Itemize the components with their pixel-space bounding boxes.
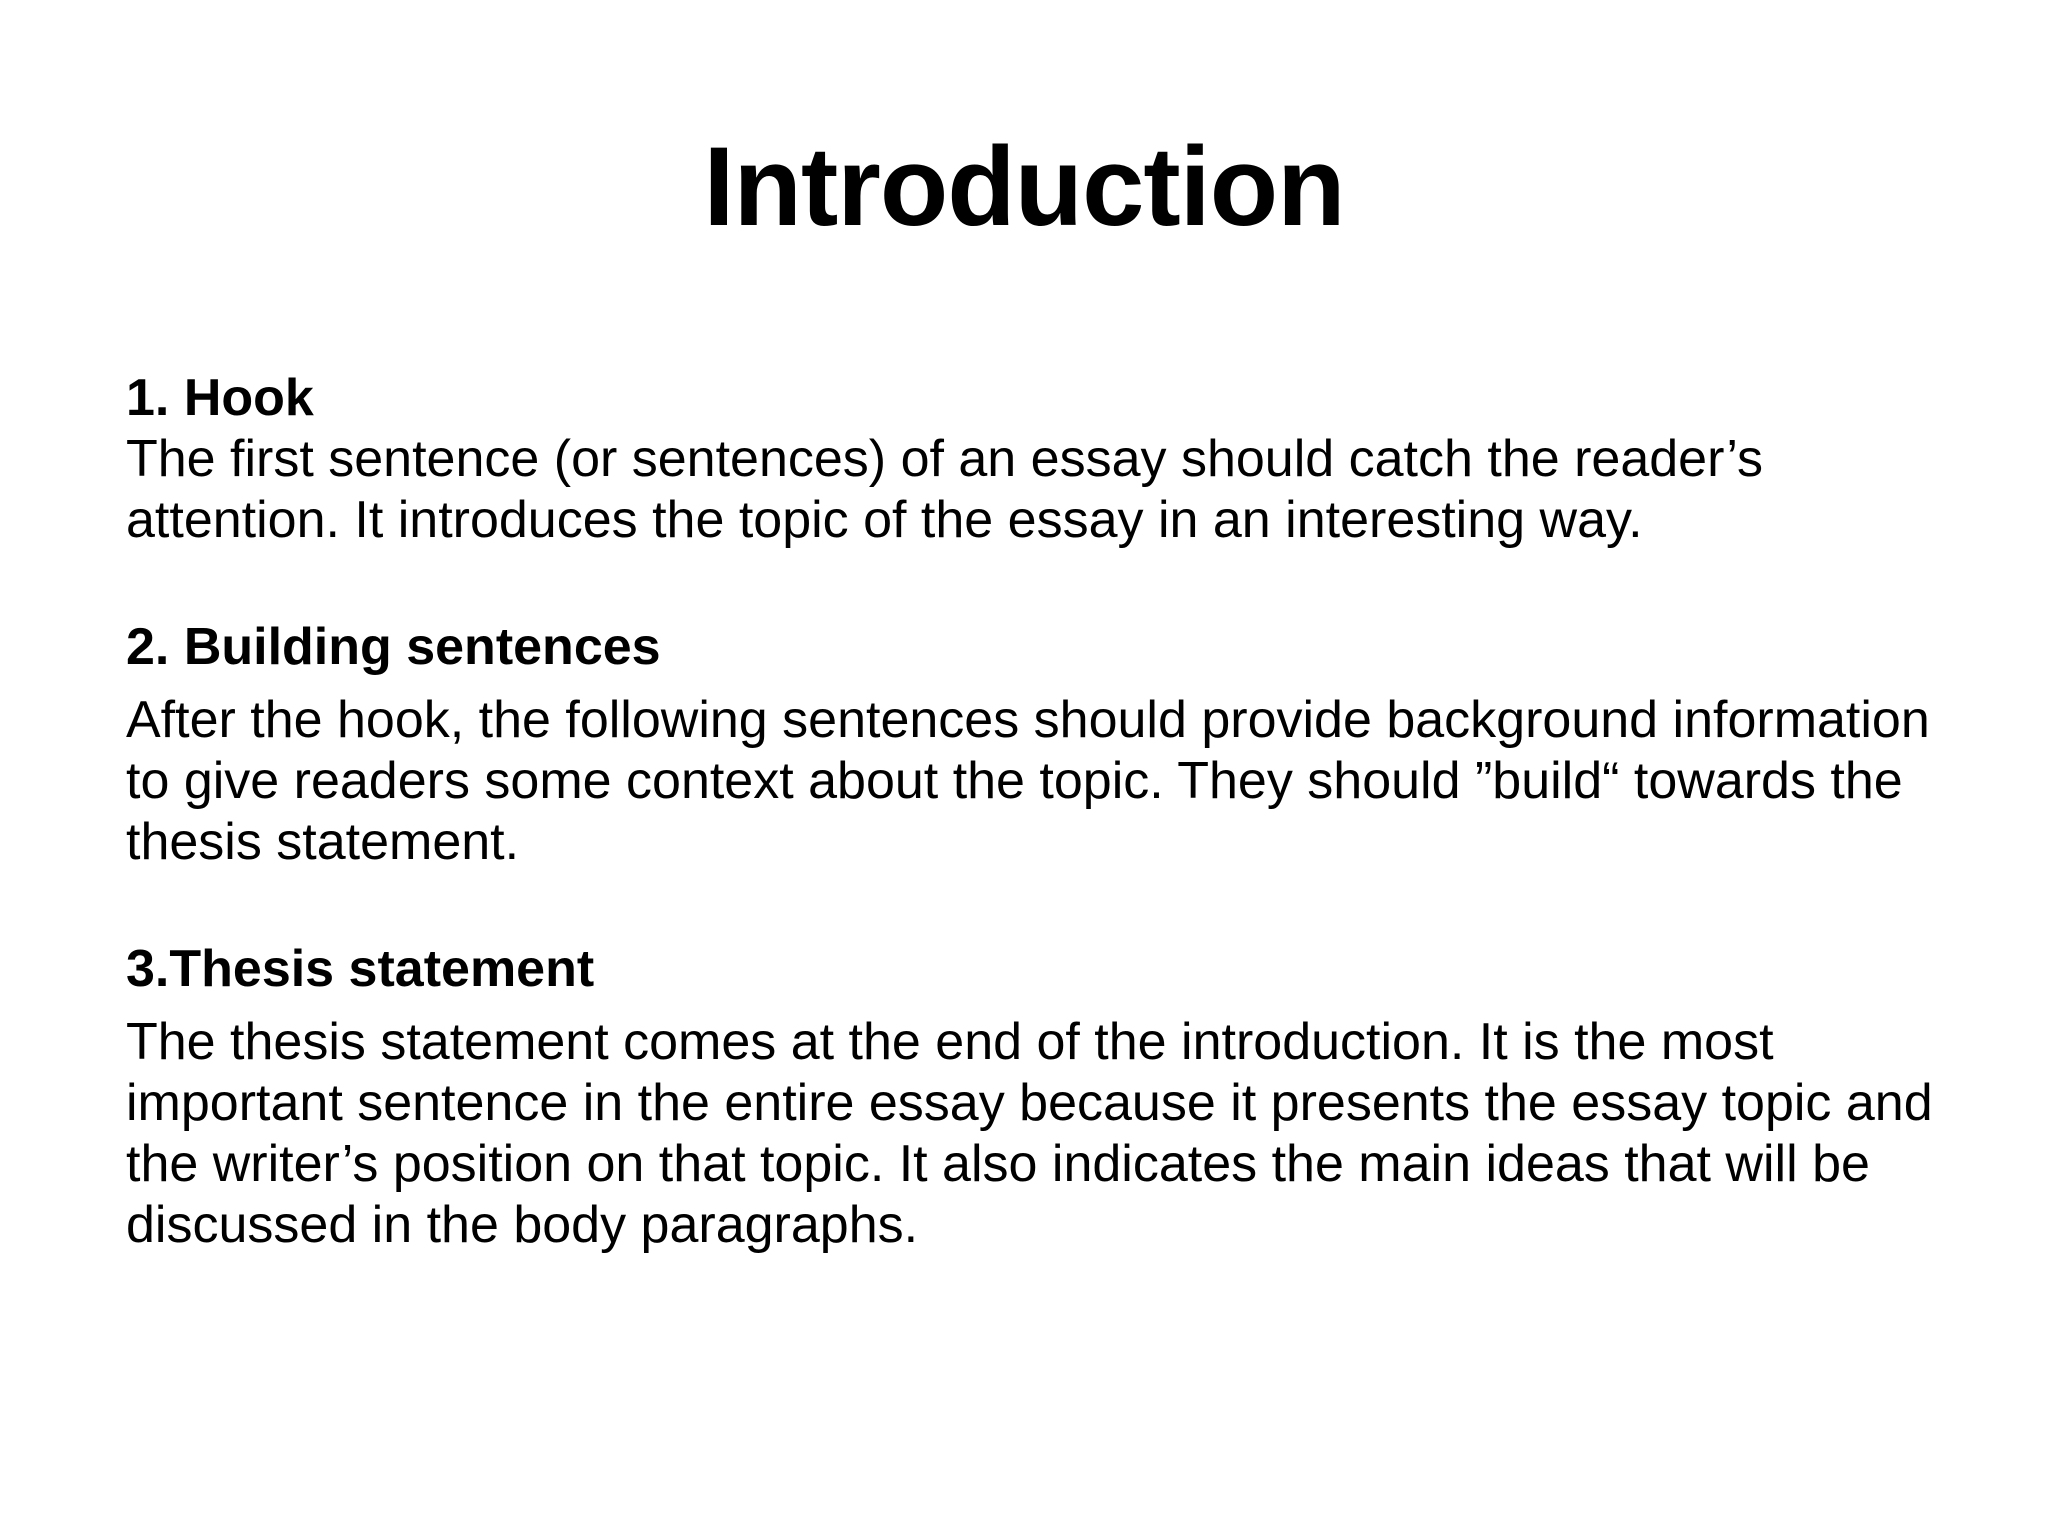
section-body: After the hook, the following sentences should provide background information to give readers some context about the topic. They should ”build“ towards the thesis statement.	[126, 691, 1930, 871]
slide-title: Introduction	[703, 124, 1345, 249]
section-hook	[126, 368, 1986, 551]
section-body: The first sentence (or sentences) of an essay should catch the reader’s attention. It introduces the topic of the essay in an interesting way.	[126, 430, 1763, 549]
slide-content	[126, 368, 1986, 1256]
section-heading: 3.Thesis statement	[126, 940, 595, 998]
section-building-sentences	[126, 617, 1986, 873]
section-thesis-statement	[126, 939, 1986, 1256]
section-heading: 2. Building sentences	[126, 618, 661, 676]
section-heading: 1. Hook	[126, 369, 314, 427]
section-body: The thesis statement comes at the end of the introduction. It is the most important sentence in the entire essay because it presents the essay topic and the writer’s position on that topic. It also indicates the main ideas that will be discussed in the body paragraphs.	[126, 1013, 1933, 1254]
